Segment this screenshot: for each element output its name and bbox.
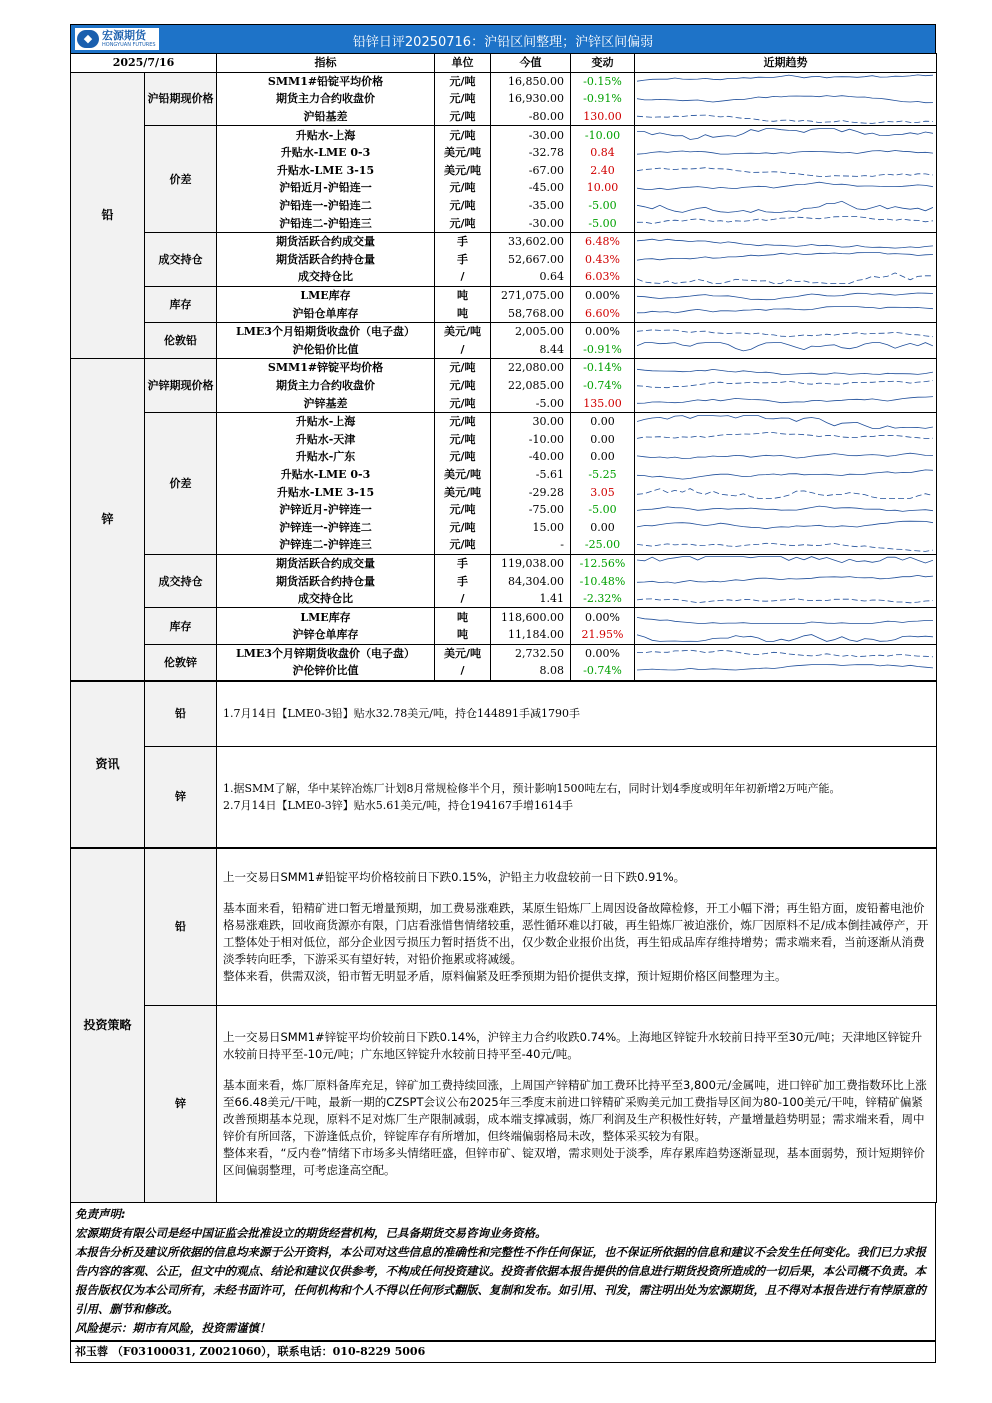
indicator-unit: 元/吨 (435, 359, 491, 377)
indicator-value: 33,602.00 (491, 232, 571, 250)
trend-cell (635, 197, 937, 215)
indicator-change: 6.03% (571, 268, 635, 286)
indicator-value: 0.64 (491, 268, 571, 286)
indicator-value: 30.00 (491, 412, 571, 430)
sparkline-path (637, 433, 933, 439)
indicator-unit: 美元/吨 (435, 466, 491, 484)
indicator-change: 0.00% (571, 286, 635, 304)
indicator-name: 期货活跃合约成交量 (217, 554, 435, 572)
report-sheet (70, 24, 936, 1363)
indicator-change: 0.00% (571, 322, 635, 340)
strategy-table (70, 848, 937, 1203)
indicator-value: 2,005.00 (491, 322, 571, 340)
indicator-unit: / (435, 268, 491, 286)
indicator-unit: 元/吨 (435, 214, 491, 232)
table-row (71, 412, 937, 430)
trend-sparkline (637, 502, 933, 518)
trend-sparkline (637, 377, 933, 393)
indicator-unit: 元/吨 (435, 90, 491, 108)
sparkline-path (637, 598, 933, 602)
indicator-name: 沪锌基差 (217, 394, 435, 412)
indicator-name: 成交持仓比 (217, 268, 435, 286)
indicator-value: 84,304.00 (491, 572, 571, 590)
trend-cell (635, 251, 937, 269)
subgroup-label: 库存 (145, 286, 217, 322)
subgroup-label: 沪铅期现价格 (145, 72, 217, 126)
indicator-unit: 手 (435, 251, 491, 269)
indicator-value: 8.08 (491, 662, 571, 680)
indicator-unit: 美元/吨 (435, 483, 491, 501)
indicator-value: -30.00 (491, 214, 571, 232)
indicator-change: -2.32% (571, 590, 635, 608)
trend-sparkline (637, 573, 933, 589)
trend-sparkline (637, 466, 933, 482)
trend-sparkline (637, 341, 933, 357)
indicator-unit: 元/吨 (435, 179, 491, 197)
strategy-zinc-label: 锌 (145, 1005, 217, 1202)
strategy-zinc-p3: 整体来看，“反内卷”情绪下市场多头情绪旺盛，但锌市矿、锭双增，需求则处于淡季，库存累库趋势逐渐显现，基本面弱势，预计短期锌价区间偏弱整理，可考虑逢高空配。 (223, 1145, 925, 1177)
report-header (70, 24, 936, 53)
trend-sparkline (637, 555, 933, 571)
indicator-value: -67.00 (491, 162, 571, 180)
indicator-name: LME库存 (217, 286, 435, 304)
indicator-value: 16,930.00 (491, 90, 571, 108)
indicator-value: 11,184.00 (491, 626, 571, 644)
indicator-unit: 吨 (435, 608, 491, 626)
trend-cell (635, 466, 937, 484)
indicator-name: 升贴水-LME 0-3 (217, 466, 435, 484)
indicator-name: LME3个月锌期货收盘价（电子盘） (217, 644, 435, 662)
indicator-value: -80.00 (491, 108, 571, 126)
trend-cell (635, 662, 937, 680)
trend-cell (635, 644, 937, 662)
indicator-change: 135.00 (571, 394, 635, 412)
table-row (71, 322, 937, 340)
table-row (71, 359, 937, 377)
table-row (71, 644, 937, 662)
indicator-name: 沪锌近月-沪锌连一 (217, 501, 435, 519)
sparkline-path (637, 575, 933, 583)
trend-sparkline (637, 162, 933, 178)
indicator-unit: 元/吨 (435, 412, 491, 430)
col-header-unit: 单位 (435, 54, 491, 73)
trend-cell (635, 572, 937, 590)
sparkline-path (637, 201, 933, 212)
indicator-name: 沪伦锌价比值 (217, 662, 435, 680)
subgroup-label: 价差 (145, 126, 217, 233)
trend-cell (635, 232, 937, 250)
indicator-change: -0.91% (571, 90, 635, 108)
indicator-value: 119,038.00 (491, 554, 571, 572)
trend-cell (635, 501, 937, 519)
trend-sparkline (637, 269, 933, 285)
table-row (71, 126, 937, 144)
sparkline-path (637, 415, 933, 428)
indicator-unit: 元/吨 (435, 430, 491, 448)
sparkline-path (637, 453, 933, 458)
indicator-value: -29.28 (491, 483, 571, 501)
indicator-change: -10.00 (571, 126, 635, 144)
trend-cell (635, 162, 937, 180)
info-label: 资讯 (71, 681, 145, 847)
subgroup-label: 成交持仓 (145, 554, 217, 608)
indicator-unit: 元/吨 (435, 501, 491, 519)
sparkline-path (637, 293, 933, 300)
indicator-unit: 元/吨 (435, 394, 491, 412)
indicator-name: 沪铅连一-沪铅连二 (217, 197, 435, 215)
subgroup-label: 伦敦锌 (145, 644, 217, 680)
indicator-value: 22,080.00 (491, 359, 571, 377)
indicator-value: - (491, 536, 571, 554)
indicator-name: SMM1#锌锭平均价格 (217, 359, 435, 377)
indicator-unit: 吨 (435, 626, 491, 644)
indicator-unit: 元/吨 (435, 126, 491, 144)
trend-cell (635, 108, 937, 126)
indicator-change: 0.00% (571, 608, 635, 626)
sparkline-path (637, 470, 933, 479)
trend-cell (635, 179, 937, 197)
logo-name-en: HONGYUAN FUTURES (102, 42, 156, 48)
sparkline-path (637, 634, 933, 641)
analyst-contact: 祁玉蓉 （F03100031, Z0021060），联系电话：010-8229 5006 (70, 1341, 936, 1363)
sparkline-path (637, 381, 933, 388)
indicator-value: 118,600.00 (491, 608, 571, 626)
indicator-unit: 吨 (435, 286, 491, 304)
indicator-value: 271,075.00 (491, 286, 571, 304)
indicator-unit: 手 (435, 554, 491, 572)
trend-sparkline (637, 251, 933, 267)
sparkline-path (637, 307, 933, 313)
disclaimer-p1: 宏源期货有限公司是经中国证监会批准设立的期货经营机构，已具备期货交易咨询业务资格。 (75, 1225, 547, 1240)
trend-sparkline (637, 91, 933, 107)
trend-sparkline (637, 431, 933, 447)
indicator-unit: 元/吨 (435, 448, 491, 466)
table-header-row (71, 54, 937, 73)
indicator-change: 21.95% (571, 626, 635, 644)
info-table (70, 681, 937, 848)
table-row (71, 286, 937, 304)
logo-name-cn: 宏源期货 (102, 29, 146, 42)
indicator-change: 0.00% (571, 644, 635, 662)
indicator-unit: 手 (435, 572, 491, 590)
trend-cell (635, 268, 937, 286)
trend-sparkline (637, 627, 933, 643)
indicator-unit: / (435, 590, 491, 608)
trend-sparkline (637, 645, 933, 661)
indicator-change: 0.00 (571, 412, 635, 430)
info-zinc-label: 锌 (145, 746, 217, 847)
sparkline-path (637, 150, 933, 154)
indicator-change: -5.00 (571, 214, 635, 232)
trend-sparkline (637, 109, 933, 125)
strategy-lead-p2: 基本面来看，铅精矿进口暂无增量预期，加工费易涨难跌，某原生铅炼厂上周因设备故障检修，开工小幅下滑；再生铅方面，废铅蓄电池价格易涨难跌，回收商货源亦有限，门店看涨惜售情绪较重，恶性循环难以打破，再生铅炼厂被迫涨价，炼厂因原料不足/成本倒挂减停产，开工整体处于相对低位，部分企业因亏损压力暂时捂货不出，仅少数企业报价出货，再生铅成品库存维持增势；需求端来看，当前逐渐从消费淡季转向旺季，下游采买有望好转，对铅价拖累或将减缓。 (223, 900, 929, 966)
indicator-change: -0.14% (571, 359, 635, 377)
indicator-change: 0.00 (571, 518, 635, 536)
disclaimer (70, 1203, 936, 1341)
trend-sparkline (637, 288, 933, 304)
indicator-name: 沪锌连一-沪锌连二 (217, 518, 435, 536)
trend-sparkline (637, 180, 933, 196)
trend-sparkline (637, 127, 933, 143)
indicator-unit: 元/吨 (435, 197, 491, 215)
disclaimer-title: 免责声明: (75, 1206, 126, 1221)
trend-cell (635, 394, 937, 412)
trend-sparkline (637, 73, 933, 89)
subgroup-label: 价差 (145, 412, 217, 554)
trend-sparkline (637, 519, 933, 535)
trend-cell (635, 430, 937, 448)
trend-cell (635, 377, 937, 395)
trend-sparkline (637, 198, 933, 214)
indicator-unit: 元/吨 (435, 377, 491, 395)
trend-cell (635, 126, 937, 144)
trend-sparkline (637, 395, 933, 411)
indicator-change: -5.00 (571, 501, 635, 519)
indicator-value: 22,085.00 (491, 377, 571, 395)
indicator-value: -5.00 (491, 394, 571, 412)
indicator-unit: / (435, 662, 491, 680)
sparkline-path (637, 182, 933, 189)
trend-cell (635, 359, 937, 377)
indicator-value: 1.41 (491, 590, 571, 608)
sparkline-path (637, 129, 933, 140)
subgroup-label: 成交持仓 (145, 232, 217, 286)
trend-sparkline (637, 234, 933, 250)
trend-sparkline (637, 591, 933, 607)
indicator-name: 沪伦铅价比值 (217, 341, 435, 359)
indicator-change: 0.84 (571, 144, 635, 162)
strategy-zinc-p2: 基本面来看，炼厂原料备库充足，锌矿加工费持续回涨，上周国产锌精矿加工费环比持平至3,800元/金属吨，进口锌矿加工费指数环比上涨至66.48美元/干吨，最新一期的CZSPT会议公布2025年三季度末前进口锌精矿采购美元加工费指导区间为80-100美元/干吨，锌精矿偏紧改善预期基本兑现，原料不足对炼厂生产限制减弱，成本端支撑减弱，炼厂利润及生产积极性好转，产量增量趋势明显；需求端来看，周中锌价有所回落，下游逢低点价，锌锭库存有所增加，但终端偏弱格局未改，整体采买较为有限。 (223, 1077, 927, 1143)
strategy-zinc-p1: 上一交易日SMM1#锌锭平均价较前日下跌0.14%，沪锌主力合约收跌0.74%。上海地区锌锭升水较前日持平至30元/吨；天津地区锌锭升水较前日持平至-10元/吨；广东地区锌锭升水较前日持平至-40元/吨。 (223, 1029, 923, 1061)
trend-cell (635, 536, 937, 554)
info-zinc-text-2: 2.7月14日【LME0-3锌】贴水5.61美元/吨，持仓194167手增1614手 (223, 798, 573, 812)
trend-sparkline (637, 215, 933, 231)
indicator-name: 期货主力合约收盘价 (217, 377, 435, 395)
info-lead-label: 铅 (145, 681, 217, 746)
trend-sparkline (637, 305, 933, 321)
indicator-change: -5.25 (571, 466, 635, 484)
sparkline-path (637, 521, 933, 529)
indicator-name: 沪锌连二-沪锌连三 (217, 536, 435, 554)
indicator-value: -30.00 (491, 126, 571, 144)
indicator-value: -5.61 (491, 466, 571, 484)
trend-cell (635, 322, 937, 340)
indicator-name: 升贴水-LME 3-15 (217, 162, 435, 180)
col-header-change: 变动 (571, 54, 635, 73)
indicator-name: LME3个月铅期货收盘价（电子盘） (217, 322, 435, 340)
sparkline-path (637, 506, 933, 511)
indicator-value: -40.00 (491, 448, 571, 466)
trend-cell (635, 341, 937, 359)
strategy-lead-p1: 上一交易日SMM1#铅锭平均价格较前日下跌0.15%，沪铅主力收盘较前一日下跌0.91%。 (223, 869, 686, 884)
indicator-change: 10.00 (571, 179, 635, 197)
category-label: 铅 (71, 72, 145, 359)
indicator-value: -10.00 (491, 430, 571, 448)
subgroup-label: 库存 (145, 608, 217, 644)
indicator-change: -0.15% (571, 72, 635, 90)
report-title: 铅锌日评20250716：沪铅区间整理；沪锌区间偏弱 (352, 35, 654, 50)
indicator-change: 2.40 (571, 162, 635, 180)
trend-sparkline (637, 360, 933, 376)
indicator-change: 0.00 (571, 430, 635, 448)
strategy-lead-p3: 整体来看，供需双淡，铅市暂无明显矛盾，原料偏紧及旺季预期为铅价提供支撑，预计短期价格区间整理为主。 (223, 968, 787, 983)
indicator-change: -0.74% (571, 662, 635, 680)
indicator-name: 期货活跃合约成交量 (217, 232, 435, 250)
indicator-name: 升贴水-上海 (217, 412, 435, 430)
sparkline-path (637, 665, 933, 670)
trend-sparkline (637, 145, 933, 161)
indicator-name: 沪铅连二-沪铅连三 (217, 214, 435, 232)
indicator-unit: 美元/吨 (435, 644, 491, 662)
indicator-name: SMM1#铅锭平均价格 (217, 72, 435, 90)
sparkline-path (637, 115, 933, 123)
indicator-name: 升贴水-上海 (217, 126, 435, 144)
col-header-indicator: 指标 (217, 54, 435, 73)
indicator-value: -32.78 (491, 144, 571, 162)
indicator-change: -12.56% (571, 554, 635, 572)
sparkline-path (637, 253, 933, 261)
logo-mark-icon: ◆ (77, 30, 99, 48)
trend-sparkline (637, 449, 933, 465)
trend-sparkline (637, 484, 933, 500)
indicator-change: 0.43% (571, 251, 635, 269)
subgroup-label: 沪锌期现价格 (145, 359, 217, 413)
indicator-unit: 美元/吨 (435, 322, 491, 340)
indicator-change: 6.48% (571, 232, 635, 250)
table-row (71, 554, 937, 572)
report-date: 2025/7/16 (71, 54, 217, 73)
indicator-unit: 吨 (435, 304, 491, 322)
indicator-change: -0.74% (571, 377, 635, 395)
indicator-change: 3.05 (571, 483, 635, 501)
trend-cell (635, 448, 937, 466)
indicator-value: -45.00 (491, 179, 571, 197)
table-row (71, 232, 937, 250)
trend-cell (635, 554, 937, 572)
trend-sparkline (637, 324, 933, 340)
indicator-name: 期货主力合约收盘价 (217, 90, 435, 108)
trend-cell (635, 72, 937, 90)
sparkline-path (637, 330, 933, 337)
strategy-label: 投资策略 (71, 848, 145, 1202)
sparkline-path (637, 343, 933, 351)
strategy-lead-label: 铅 (145, 848, 217, 1005)
indicator-name: 成交持仓比 (217, 590, 435, 608)
indicator-value: -75.00 (491, 501, 571, 519)
indicator-value: 52,667.00 (491, 251, 571, 269)
indicator-change: 0.00 (571, 448, 635, 466)
disclaimer-p2: 本报告分析及建议所依据的信息均来源于公开资料，本公司对这些信息的准确性和完整性不作任何保证，也不保证所依据的信息和建议不会发生任何变化。我们已力求报告内容的客观、公正，但文中的观点、结论和建议仅供参考，不构成任何投资建议。投资者依据本报告提供的信息进行期货投资所造成的一切后果，本公司概不负责。本报告版权仅为本公司所有，未经书面许可，任何机构和个人不得以任何形式翻版、复制和发布。如引用、刊发，需注明出处为宏源期货，且不得对本报告进行有悖原意的引用、删节和修改。 (75, 1244, 926, 1316)
category-label: 锌 (71, 359, 145, 681)
sparkline-path (637, 557, 933, 563)
subgroup-label: 伦敦铅 (145, 322, 217, 358)
indicator-change: -5.00 (571, 197, 635, 215)
sparkline-path (637, 543, 933, 551)
indicator-change: -25.00 (571, 536, 635, 554)
table-row (71, 608, 937, 626)
indicator-change: 130.00 (571, 108, 635, 126)
indicator-unit: 元/吨 (435, 108, 491, 126)
trend-sparkline (637, 537, 933, 553)
info-lead-text: 1.7月14日【LME0-3铅】贴水32.78美元/吨，持仓144891手减1790手 (217, 681, 937, 746)
indicator-value: 16,850.00 (491, 72, 571, 90)
sparkline-path (637, 239, 933, 248)
indicator-unit: 元/吨 (435, 72, 491, 90)
col-header-value: 今值 (491, 54, 571, 73)
trend-cell (635, 144, 937, 162)
indicator-unit: 美元/吨 (435, 144, 491, 162)
indicator-change: -10.48% (571, 572, 635, 590)
indicator-value: 58,768.00 (491, 304, 571, 322)
sparkline-path (637, 96, 933, 103)
trend-sparkline (637, 414, 933, 430)
sparkline-path (637, 168, 933, 177)
indicator-name: 升贴水-LME 0-3 (217, 144, 435, 162)
trend-cell (635, 608, 937, 626)
indicator-name: 沪铅近月-沪铅连一 (217, 179, 435, 197)
indicator-change: -0.91% (571, 341, 635, 359)
indicator-name: 沪锌仓单库存 (217, 626, 435, 644)
table-row (71, 72, 937, 90)
trend-sparkline (637, 663, 933, 679)
info-zinc-text-1: 1.据SMM了解，华中某锌冶炼厂计划8月常规检修半个月，预计影响1500吨左右，同时计划4季度或明年年初新增2万吨产能。 (223, 781, 841, 795)
trend-cell (635, 590, 937, 608)
indicator-name: 升贴水-天津 (217, 430, 435, 448)
indicator-name: 沪铅仓单库存 (217, 304, 435, 322)
indicator-unit: 元/吨 (435, 536, 491, 554)
indicator-unit: / (435, 341, 491, 359)
trend-cell (635, 518, 937, 536)
disclaimer-risk: 风险提示：期市有风险，投资需谨慎！ (75, 1320, 271, 1335)
indicator-name: 升贴水-LME 3-15 (217, 483, 435, 501)
col-header-trend: 近期趋势 (635, 54, 937, 73)
indicator-value: 2,732.50 (491, 644, 571, 662)
trend-cell (635, 412, 937, 430)
indicator-unit: 元/吨 (435, 518, 491, 536)
indicator-name: 期货活跃合约持仓量 (217, 251, 435, 269)
indicator-name: 期货活跃合约持仓量 (217, 572, 435, 590)
sparkline-path (637, 75, 933, 81)
sparkline-path (637, 618, 933, 624)
sparkline-path (637, 651, 933, 658)
indicator-unit: 美元/吨 (435, 162, 491, 180)
trend-cell (635, 90, 937, 108)
indicator-table (70, 53, 937, 681)
indicator-value: 8.44 (491, 341, 571, 359)
indicator-unit: 手 (435, 232, 491, 250)
indicator-change: 6.60% (571, 304, 635, 322)
indicator-name: 升贴水-广东 (217, 448, 435, 466)
trend-cell (635, 626, 937, 644)
trend-sparkline (637, 609, 933, 625)
indicator-name: LME库存 (217, 608, 435, 626)
sparkline-path (637, 273, 933, 284)
trend-cell (635, 483, 937, 501)
indicator-value: 15.00 (491, 518, 571, 536)
trend-cell (635, 286, 937, 304)
sparkline-path (637, 369, 933, 374)
sparkline-path (637, 489, 933, 499)
indicator-name: 沪铅基差 (217, 108, 435, 126)
trend-cell (635, 304, 937, 322)
indicator-value: -35.00 (491, 197, 571, 215)
sparkline-path (637, 397, 933, 404)
trend-cell (635, 214, 937, 232)
sparkline-path (637, 217, 933, 224)
